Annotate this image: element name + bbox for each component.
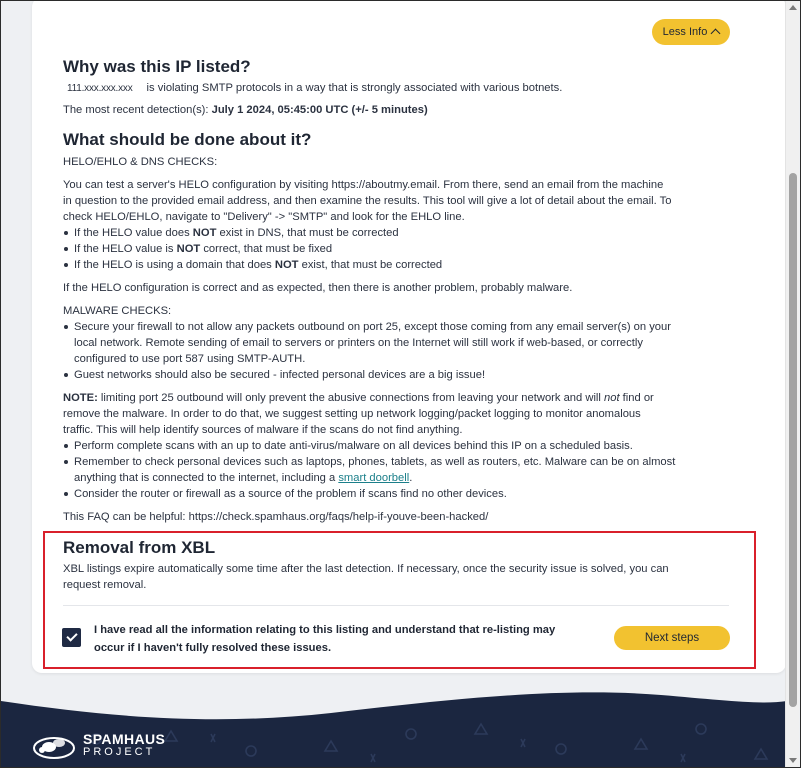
list-item: If the HELO value does NOT exist in DNS, that must be corrected [63, 225, 442, 241]
why-listed-description [63, 80, 562, 97]
helo-paragraph-line-2: in question to the provided email address, and then examine the results. This tool will give a lot of detail about the email. To [63, 195, 672, 207]
list-item: Remember to check personal devices such as laptops, phones, tablets, as well as routers, etc. Malware can be on almost anything that is connected to the internet, including a smart doorbell. [63, 454, 675, 486]
violation-text: is violating SMTP protocols in a way that is strongly associated with various botnets. [146, 82, 563, 94]
next-steps-button[interactable]: Next steps [614, 626, 730, 650]
spamhaus-logo[interactable] [31, 732, 165, 760]
list-item: Guest networks should also be secured - infected personal devices are a big issue! [63, 367, 671, 383]
detection-label: The most recent detection(s): [63, 104, 212, 116]
scan-bullet-list [63, 438, 675, 502]
chevron-up-icon [711, 29, 721, 39]
less-info-label: Less Info [662, 26, 708, 38]
note-label: NOTE: [63, 392, 98, 404]
scroll-down-icon[interactable] [789, 758, 797, 763]
what-to-do-heading: What should be done about it? [63, 130, 312, 149]
list-item: Secure your firewall to not allow any packets outbound on port 25, except those coming from any email server(s) on your local network. Remote sending of email to servers or printers on the Internet will still work if web-based, or correctly configured to use port 587 using SMTP-AUTH. [63, 319, 671, 367]
removal-text-line-2: request removal. [63, 579, 147, 591]
smart-doorbell-link[interactable]: smart doorbell [338, 472, 410, 484]
list-item: Perform complete scans with an up to date anti-virus/malware on all devices behind this IP on a scheduled basis. [63, 438, 675, 454]
helo-bullet-list [63, 225, 442, 273]
listed-ip: 111.xxx.xxx.xxx [67, 83, 133, 94]
logo-subtitle: PROJECT [83, 746, 156, 758]
scrollbar-thumb[interactable] [789, 173, 797, 707]
list-item: Consider the router or firewall as a source of the problem if scans find no other devices. [63, 486, 675, 502]
acknowledge-label: I have read all the information relating to this listing and understand that re-listing may occur if I haven't fully resolved these issues. [94, 624, 556, 654]
faq-line: This FAQ can be helpful: https://check.spamhaus.org/faqs/help-if-youve-been-hacked/ [63, 511, 489, 523]
less-info-button[interactable] [652, 19, 730, 45]
removal-text-line-1: XBL listings expire automatically some time after the last detection. If necessary, once the security issue is solved, you can [63, 563, 669, 575]
spamhaus-bee-icon [31, 732, 77, 760]
scroll-up-icon[interactable] [789, 5, 797, 10]
malware-checks-heading: MALWARE CHECKS: [63, 305, 172, 317]
helo-paragraph-line-1: You can test a server's HELO configuration by visiting https://aboutmy.email. From there, send an email from the machine [63, 179, 664, 191]
detection-value: July 1 2024, 05:45:00 UTC (+/- 5 minutes) [211, 104, 428, 116]
acknowledge-checkbox[interactable] [62, 628, 81, 647]
helo-checks-heading: HELO/EHLO & DNS CHECKS: [63, 156, 218, 168]
malware-bullet-list [63, 319, 671, 383]
vertical-scrollbar[interactable] [785, 1, 799, 767]
removal-heading: Removal from XBL [63, 538, 216, 557]
helo-paragraph-line-3: check HELO/EHLO, navigate to "Delivery" -> "SMTP" and look for the EHLO line. [63, 211, 465, 223]
list-item: If the HELO is using a domain that does NOT exist, that must be corrected [63, 257, 442, 273]
helo-conclusion: If the HELO configuration is correct and as expected, then there is another problem, probably malware. [63, 282, 573, 294]
logo-wordmark: SPAMHAUS [83, 731, 166, 747]
why-listed-heading: Why was this IP listed? [63, 57, 251, 76]
divider [63, 605, 729, 606]
list-item: If the HELO value is NOT correct, that must be fixed [63, 241, 442, 257]
note-paragraph: NOTE: limiting port 25 outbound will only prevent the abusive connections from leaving your network and will not find or remove the malware. In order to do that, we suggest setting up network logging/packet logging to monitor anomalous traffic. This will help identify sources of malware if the scans do not find anything. [63, 392, 654, 436]
checkmark-icon [66, 630, 77, 641]
detection-line [63, 102, 428, 118]
